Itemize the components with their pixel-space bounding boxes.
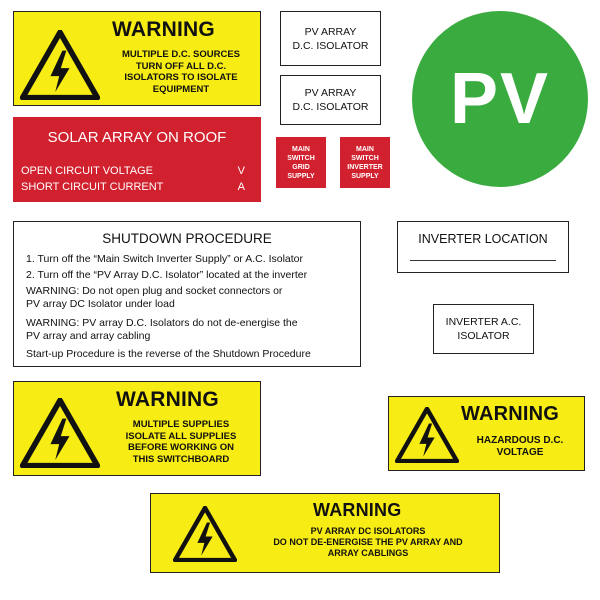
inverter-ac-isolator-label: INVERTER A.C. ISOLATOR xyxy=(433,304,534,354)
label-line: D.C. ISOLATOR xyxy=(292,101,369,113)
warning-title: WARNING xyxy=(112,18,215,41)
pv-array-dc-isolator-label xyxy=(280,11,381,66)
current-unit: A xyxy=(237,181,245,193)
warning-text: PV ARRAY DC ISOLATORS DO NOT DE-ENERGISE THE PV ARRAY AND ARRAY CABLINGS xyxy=(273,526,463,558)
warning-multiple-supplies-label xyxy=(13,381,261,476)
warning-title: WARNING xyxy=(116,388,219,411)
shutdown-procedure-label xyxy=(13,221,361,367)
high-voltage-warning-icon xyxy=(173,506,237,562)
main-switch-grid-supply-label: MAIN SWITCH GRID SUPPLY xyxy=(276,137,326,188)
shutdown-warning: WARNING: PV array D.C. Isolators do not de-energise the xyxy=(26,317,298,329)
write-in-line xyxy=(410,260,556,261)
open-circuit-voltage-label: OPEN CIRCUIT VOLTAGE xyxy=(21,165,154,177)
shutdown-startup-note: Start-up Procedure is the reverse of the Shutdown Procedure xyxy=(26,348,311,360)
warning-hazardous-dc-label xyxy=(388,396,585,471)
warning-title: WARNING xyxy=(313,500,402,520)
shutdown-step: 2. Turn off the “PV Array D.C. Isolator” located at the inverter xyxy=(26,269,308,281)
pv-array-dc-isolator-label xyxy=(280,75,381,125)
warning-multiple-dc-label xyxy=(13,11,261,106)
pv-circle-text: PV xyxy=(449,59,551,139)
label-line: D.C. ISOLATOR xyxy=(292,39,369,52)
shutdown-warning: WARNING: Do not open plug and socket connectors or xyxy=(26,285,283,297)
solar-array-on-roof-label xyxy=(13,117,261,202)
shutdown-step: 1. Turn off the “Main Switch Inverter Supply” or A.C. Isolator xyxy=(26,253,304,265)
solar-array-title: SOLAR ARRAY ON ROOF xyxy=(47,129,227,146)
high-voltage-warning-icon xyxy=(395,407,459,463)
pv-circle-sticker xyxy=(412,11,588,187)
shutdown-warning: PV array and array cabling xyxy=(26,330,151,342)
label-line: PV ARRAY xyxy=(304,25,357,38)
warning-text: MULTIPLE D.C. SOURCES TURN OFF ALL D.C. ISOLATORS TO ISOLATE EQUIPMENT xyxy=(121,49,241,95)
warning-text: HAZARDOUS D.C. VOLTAGE xyxy=(476,435,564,459)
inverter-location-title: INVERTER LOCATION xyxy=(418,232,548,246)
high-voltage-warning-icon xyxy=(20,30,100,100)
high-voltage-warning-icon xyxy=(20,398,100,468)
shutdown-title: SHUTDOWN PROCEDURE xyxy=(102,231,272,246)
voltage-unit: V xyxy=(237,165,245,177)
warning-pv-array-isolators-label xyxy=(150,493,500,573)
shutdown-warning: PV array DC Isolator under load xyxy=(26,298,175,310)
warning-title: WARNING xyxy=(461,403,560,425)
warning-text: MULTIPLE SUPPLIES ISOLATE ALL SUPPLIES BEFORE WORKING ON THIS SWITCHBOARD xyxy=(125,419,237,465)
label-line: PV ARRAY xyxy=(304,87,357,99)
main-switch-inverter-supply-label: MAIN SWITCH INVERTER SUPPLY xyxy=(340,137,390,188)
inverter-location-label xyxy=(397,221,569,273)
short-circuit-current-label: SHORT CIRCUIT CURRENT xyxy=(21,181,164,193)
